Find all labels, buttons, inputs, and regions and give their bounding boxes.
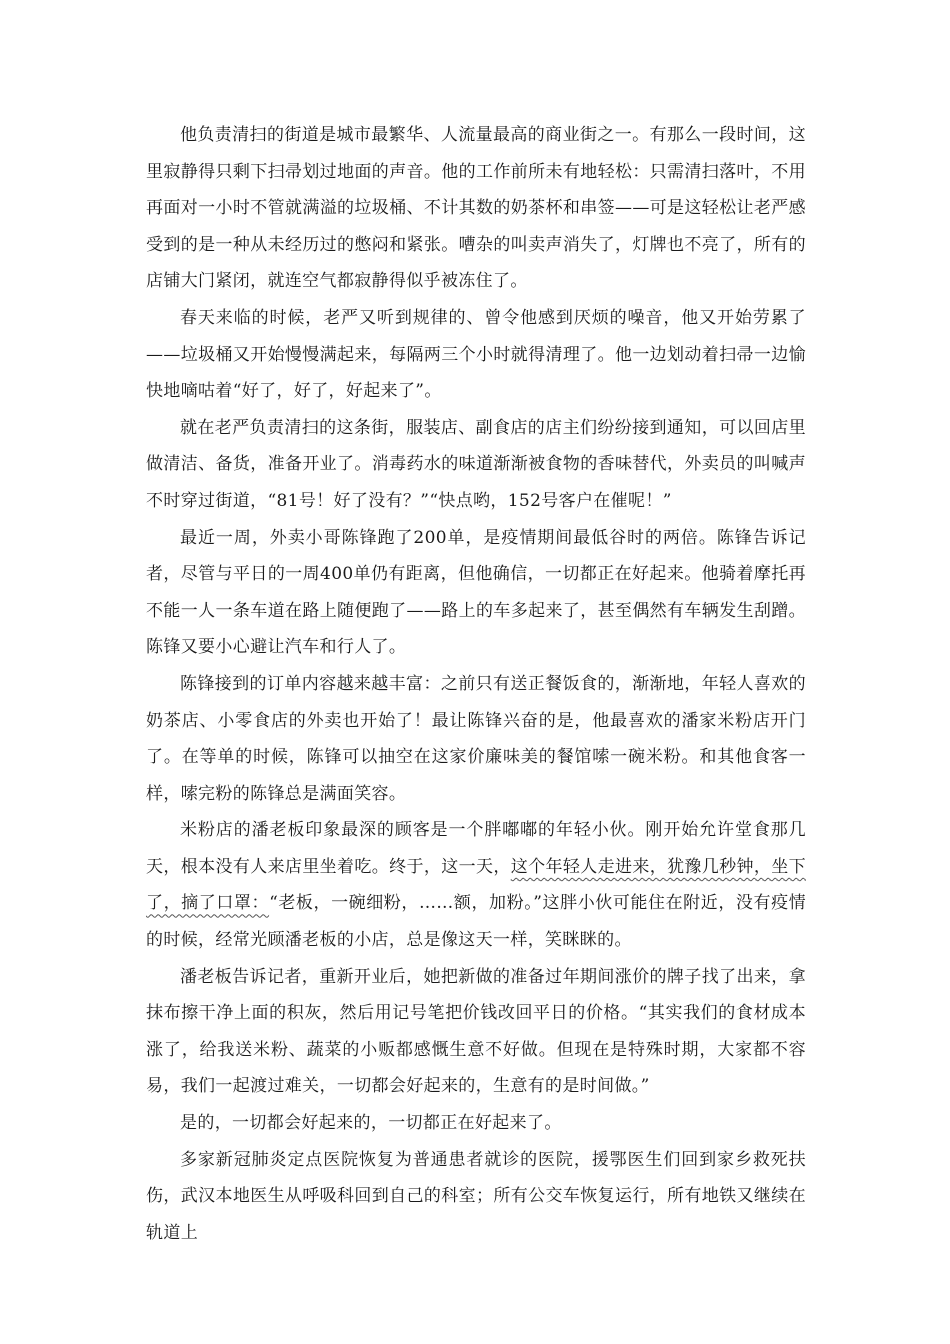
paragraph-getting-better: 是的，一切都会好起来的，一切都正在好起来了。 bbox=[180, 1113, 562, 1134]
paragraph-city-recovery: 多家新冠肺炎定点医院恢复为普通患者就诊的医院，援鄂医生们回到家乡救死扶伤，武汉本地医生从呼吸科回到自己的科室；所有公交车恢复运行，所有地铁又继续在轨道上 bbox=[146, 1149, 806, 1243]
underlined-sentence: 这个年轻人走进来，犹豫几秒钟，坐下了，摘了口罩： bbox=[146, 856, 806, 914]
article-body bbox=[146, 117, 806, 1251]
paragraph-text-after: “老板，一碗细粉，……额，加粉。”这胖小伙可能住在附近，没有疫情的时候，经常光顾潘老板的小店，总是像这天一样，笑眯眯的。 bbox=[146, 893, 806, 951]
paragraph-street-cleaning: 他负责清扫的街道是城市最繁华、人流量最高的商业街之一。有那么一段时间，这里寂静得只剩下扫帚划过地面的声音。他的工作前所未有地轻松：只需清扫落叶，不用再面对一小时不管就满溢的垃圾桶、不计其数的奶茶杯和串签——可是这轻松让老严感受到的是一种从未经历过的憋闷和紧张。嘈杂的叫卖声消失了，灯牌也不亮了，所有的店铺大门紧闭，就连空气都寂静得似乎被冻住了。 bbox=[146, 125, 806, 292]
paragraph-text-before: 米粉店的潘老板印象最深的顾客是一个胖嘟嘟的年轻小伙。刚开始允许堂食那几天，根本没有人来店里坐着吃。终于，这一天， bbox=[146, 820, 806, 877]
paragraph-owner-prices: 潘老板告诉记者，重新开业后，她把新做的准备过年期间涨价的牌子找了出来，拿抹布擦干净上面的积灰，然后用记号笔把价钱改回平日的价格。“其实我们的食材成本涨了，给我送米粉、蔬菜的小贩都感慨生意不好做。但现在是特殊时期，大家都不容易，我们一起渡过难关，一切都会好起来的，生意有的是时间做。” bbox=[146, 966, 806, 1097]
paragraph-noodle-customer bbox=[146, 812, 806, 958]
paragraph-delivery-orders: 最近一周，外卖小哥陈锋跑了200单，是疫情期间最低谷时的两倍。陈锋告诉记者，尽管与平日的一周400单仍有距离，但他确信，一切都正在好起来。他骑着摩托再不能一人一条车道在路上随便跑了——路上的车多起来了，甚至偶然有车辆发生刮蹭。陈锋又要小心避让汽车和行人了。 bbox=[146, 527, 806, 658]
paragraph-richer-orders: 陈锋接到的订单内容越来越丰富：之前只有送正餐饭食的，渐渐地，年轻人喜欢的奶茶店、小零食店的外卖也开始了！最让陈锋兴奋的是，他最喜欢的潘家米粉店开门了。在等单的时候，陈锋可以抽空在这家价廉味美的餐馆嗦一碗米粉。和其他食客一样，嗦完粉的陈锋总是满面笑容。 bbox=[146, 673, 806, 804]
paragraph-shops-reopen: 就在老严负责清扫的这条街，服装店、副食店的店主们纷纷接到通知，可以回店里做清洁、备货，准备开业了。消毒药水的味道渐渐被食物的香味替代，外卖员的叫喊声不时穿过街道，“81号！好了没有？”“快点哟，152号客户在催呢！” bbox=[146, 417, 806, 511]
paragraph-spring-returns: 春天来临的时候，老严又听到规律的、曾令他感到厌烦的噪音，他又开始劳累了——垃圾桶又开始慢慢满起来，每隔两三个小时就得清理了。他一边划动着扫帚一边愉快地嘀咕着“好了，好了，好起来了”。 bbox=[146, 307, 806, 402]
